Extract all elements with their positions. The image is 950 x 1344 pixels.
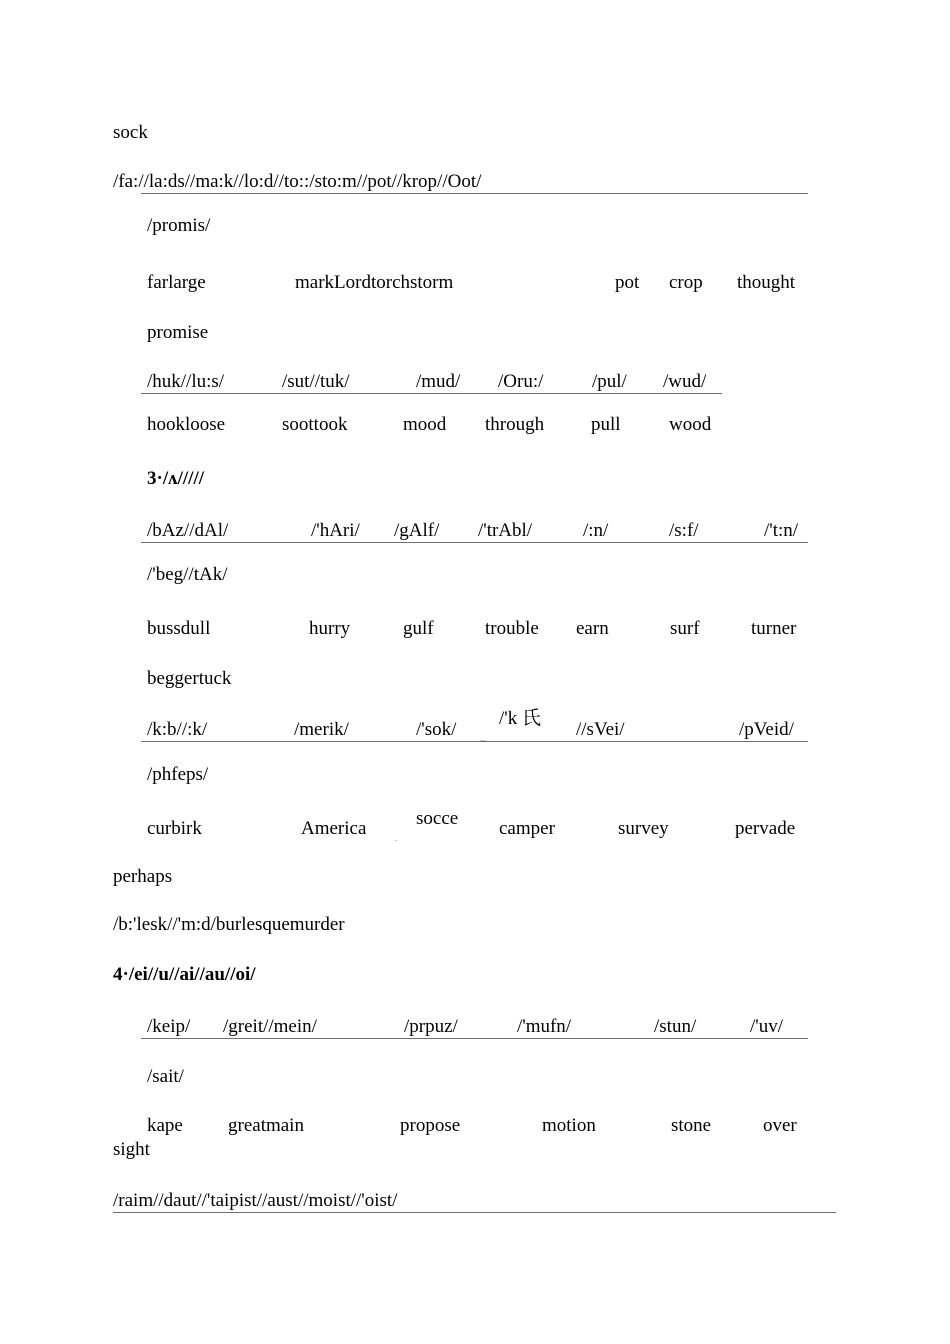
phonetic-promis: /promis/ — [147, 215, 211, 236]
section-heading-3: 3·/ʌ///// — [147, 468, 205, 489]
underline-rule — [141, 741, 808, 742]
phonetic-cell: /Oru:/ — [498, 371, 544, 392]
word-cell: hurry — [309, 618, 351, 639]
word-cell: kape — [147, 1115, 183, 1136]
word-cell: thought — [737, 272, 796, 293]
word-sight: sight — [113, 1139, 150, 1160]
phonetic-cell: /'t:n/ — [764, 520, 799, 541]
underline-rule — [113, 1212, 836, 1213]
phonetic-cell: /huk//lu:s/ — [147, 371, 225, 392]
word-cell: pull — [591, 414, 621, 435]
word-cell: pot — [615, 272, 640, 293]
word-cell: America — [301, 818, 367, 839]
word-cell: markLordtorchstorm — [295, 272, 454, 293]
word-cell: over — [763, 1115, 797, 1136]
word-cell: bussdull — [147, 618, 211, 639]
word-cell: camper — [499, 818, 555, 839]
phonetic-cell: /s:f/ — [669, 520, 699, 541]
phonetic-cell: /bAz//dAl/ — [147, 520, 229, 541]
word-cell: soottook — [282, 414, 348, 435]
word-cell: motion — [542, 1115, 596, 1136]
word-cell: through — [485, 414, 545, 435]
word-cell: gulf — [403, 618, 434, 639]
phonetic-cell: /stun/ — [654, 1016, 697, 1037]
phonetic-cell: /pVeid/ — [739, 719, 794, 740]
phonetic-cell: /mud/ — [416, 371, 461, 392]
phonetic-cell: /merik/ — [294, 719, 349, 740]
section-heading-4: 4·/ei//u//ai//au//oi/ — [113, 964, 256, 985]
word-cell: stone — [671, 1115, 712, 1136]
phonetic-cell: /'trAbl/ — [478, 520, 533, 541]
phonetic-cell: /gAlf/ — [394, 520, 440, 541]
underline-rule — [141, 542, 808, 543]
word-cell: turner — [751, 618, 797, 639]
word-cell: crop — [669, 272, 703, 293]
word-cell: greatmain — [228, 1115, 304, 1136]
word-beggertuck: beggertuck — [147, 668, 232, 689]
word-cell: trouble — [485, 618, 539, 639]
underline-rule — [141, 1038, 808, 1039]
word-cell: curbirk — [147, 818, 202, 839]
word-cell: farlarge — [147, 272, 206, 293]
word-sock: sock — [113, 122, 148, 143]
word-promise: promise — [147, 322, 209, 343]
phonetic-cell: /'k 氏 — [499, 708, 541, 729]
phonetic-cell: //sVei/ — [576, 719, 625, 740]
overlap-mark: – — [395, 837, 397, 842]
phonetic-beg: /'beg//tAk/ — [147, 564, 228, 585]
word-cell: wood — [669, 414, 712, 435]
phonetic-phfeps: /phfeps/ — [147, 764, 209, 785]
word-cell: propose — [400, 1115, 461, 1136]
phonetic-cell: /'hAri/ — [311, 520, 360, 541]
word-cell: hookloose — [147, 414, 226, 435]
phonetic-cell: /'sok/ — [416, 719, 457, 740]
underline-rule — [141, 393, 722, 394]
word-cell: earn — [576, 618, 609, 639]
underline-rule — [141, 193, 808, 194]
phonetic-line-6: /raim//daut//'taipist//aust//moist//'oist/ — [113, 1190, 398, 1211]
phonetic-burlesque: /b:'lesk//'m:d/burlesquemurder — [113, 914, 345, 935]
phonetic-cell: /'mufn/ — [517, 1016, 572, 1037]
phonetic-cell: /wud/ — [663, 371, 707, 392]
overlap-mark: —– — [480, 737, 486, 742]
phonetic-cell: /'uv/ — [750, 1016, 783, 1037]
phonetic-cell: /sut//tuk/ — [282, 371, 350, 392]
word-cell: mood — [403, 414, 447, 435]
phonetic-cell: /pul/ — [592, 371, 627, 392]
phonetic-sait: /sait/ — [147, 1066, 184, 1087]
phonetic-cell: /:n/ — [583, 520, 609, 541]
phonetic-line-1: /fa://la:ds//ma:k//lo:d//to::/sto:m//pot//krop//Oot/ — [113, 171, 482, 192]
phonetic-cell: /greit//mein/ — [223, 1016, 317, 1037]
word-cell: surf — [670, 618, 700, 639]
word-cell: survey — [618, 818, 669, 839]
word-cell: pervade — [735, 818, 796, 839]
phonetic-cell: /prpuz/ — [404, 1016, 458, 1037]
word-cell: socce — [416, 808, 459, 829]
phonetic-cell: /keip/ — [147, 1016, 191, 1037]
word-perhaps: perhaps — [113, 866, 173, 887]
phonetic-cell: /k:b//:k/ — [147, 719, 208, 740]
